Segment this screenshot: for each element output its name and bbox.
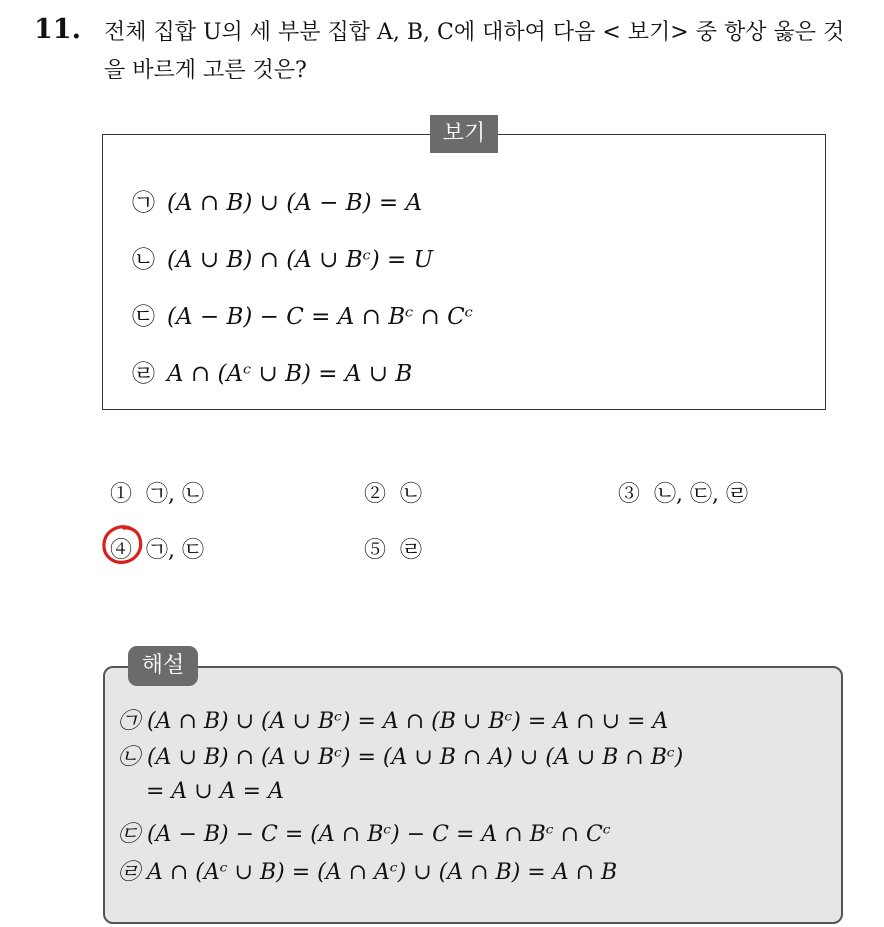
solution-line-1: ㉠ (A ∩ B) ∪ (A ∪ Bᶜ) = A ∩ (B ∪ Bᶜ) = A ∩ ∪ = A [118,709,669,734]
choice-5-text: ㉣ [400,538,423,563]
marker-rieul: ㉣ [132,361,155,387]
choice-1-text: ㉠, ㉡ [146,482,205,507]
example-expr-2: (A ∪ B) ∩ (A ∪ Bᶜ) = U [167,247,433,273]
marker-digeut: ㉢ [132,304,155,330]
solution-line-4: ㉢ (A − B) − C = (A ∩ Bᶜ) − C = A ∩ Bᶜ ∩ Cᶜ [118,822,611,847]
choice-5-number: ⑤ [364,538,387,563]
example-expr-4: A ∩ (Aᶜ ∪ B) = A ∪ B [167,361,413,387]
choice-2-text: ㉡ [400,482,423,507]
example-expr-3: (A − B) − C = A ∩ Bᶜ ∩ Cᶜ [167,304,473,330]
choice-2[interactable] [364,477,422,508]
solution-line-3: = A ∪ A = A [146,779,284,804]
example-item-4 [132,355,412,388]
example-item-3 [132,298,473,331]
choice-3-number: ③ [618,482,641,507]
marker-giyeok: ㉠ [132,190,155,216]
choice-3-text: ㉡, ㉢, ㉣ [654,482,748,507]
choice-1-number: ① [110,482,133,507]
marker-nieun: ㉡ [132,247,155,273]
question-text: 전체 집합 U의 세 부분 집합 A, B, C에 대하여 다음 < 보기> 중 항상 옳은 것을 바르게 고른 것은? [104,20,845,83]
example-box-label: 보기 [430,115,498,153]
choice-4-text: ㉠, ㉢ [146,538,205,563]
solution-label: 해설 [128,646,198,686]
choice-3[interactable] [618,477,748,508]
choice-1[interactable] [110,477,204,508]
solution-line-5: ㉣ A ∩ (Aᶜ ∪ B) = (A ∩ Aᶜ) ∪ (A ∩ B) = A ∩ B [118,860,618,885]
example-item-2 [132,241,433,274]
choice-5[interactable] [364,533,422,564]
choice-2-number: ② [364,482,387,507]
example-expr-1: (A ∩ B) ∪ (A − B) = A [167,190,423,216]
question-number: 11. [34,14,81,45]
example-item-1 [132,184,422,217]
answer-circle-mark [100,523,146,567]
choice-4-number: ④ [110,538,133,563]
solution-line-2: ㉡ (A ∪ B) ∩ (A ∪ Bᶜ) = (A ∪ B ∩ A) ∪ (A ∪ B ∩ Bᶜ) [118,745,684,770]
